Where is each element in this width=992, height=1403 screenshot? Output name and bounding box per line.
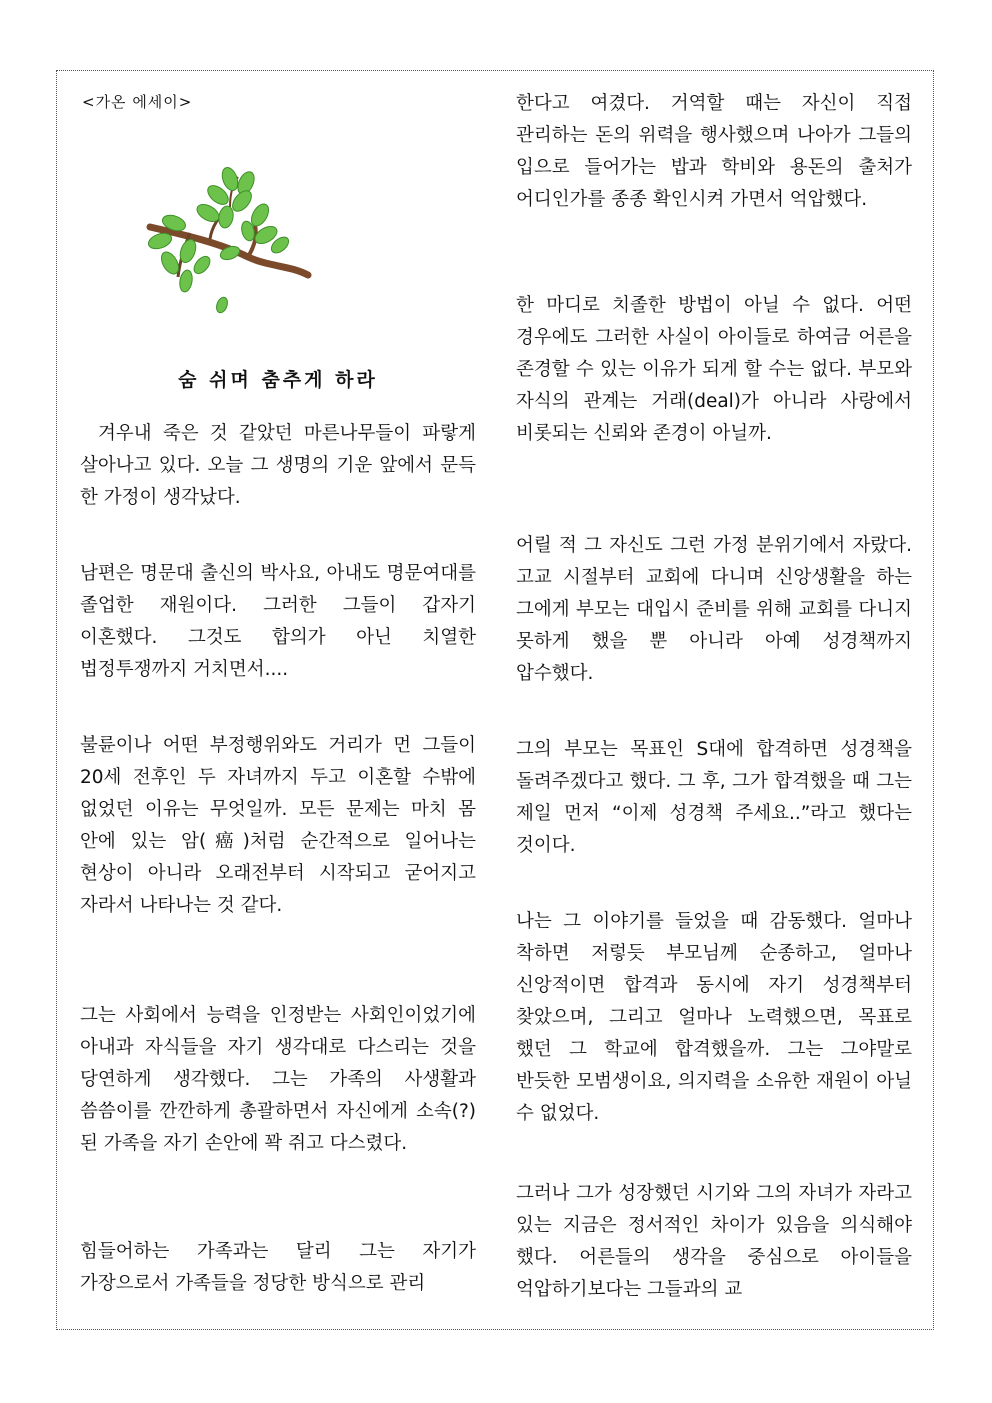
paragraph: 어릴 적 그 자신도 그런 가정 분위기에서 자랐다. 고교 시절부터 교회에 다니며 신앙생활을 하는 그에게 부모는 대입시 준비를 위해 교회를 다니지 못하게 했을 뿐 아니라 아예 성경책까지 압수했다. (516, 535, 912, 684)
paragraph: 한다고 여겼다. 거역할 때는 자신이 직접 관리하는 돈의 위력을 행사했으며 나아가 그들의 입으로 들어가는 밥과 학비와 용돈의 출처가 어디인가를 종종 확인시켜 가면서 억압했다. (516, 93, 912, 210)
paragraph: 한 마디로 치졸한 방법이 아닐 수 없다. 어떤 경우에도 그러한 사실이 아이들로 하여금 어른을 존경할 수 있는 이유가 되게 할 수는 없다. 부모와 자식의 관계는 거래(deal)가 아니라 사랑에서 비롯되는 신뢰와 존경이 아닐까. (516, 295, 912, 444)
branch-icon (130, 165, 316, 315)
paragraph: 그는 사회에서 능력을 인정받는 사회인이었기에 아내과 자식들을 자기 생각대로 다스리는 것을 당연하게 생각했다. 그는 가족의 사생활과 씀씀이를 깐깐하게 총괄하면서 자신에게 소속(?)된 가족을 자기 손안에 꽉 쥐고 다스렸다. (80, 1005, 476, 1154)
paragraph: 남편은 명문대 출신의 박사요, 아내도 명문여대를 졸업한 재원이다. 그러한 그들이 갑자기 이혼했다. 그것도 합의가 아닌 치열한 법정투쟁까지 거치면서.... (80, 563, 476, 680)
leafy-branch-illustration (130, 165, 316, 315)
paragraph: 그의 부모는 목표인 S대에 합격하면 성경책을 돌려주겠다고 했다. 그 후, 그가 합격했을 때 그는 제일 먼저 “이제 성경책 주세요..”라고 했다는 것이다. (516, 739, 912, 856)
paragraph: 그러나 그가 성장했던 시기와 그의 자녀가 자라고 있는 지금은 정서적인 차이가 있음을 의식해야 했다. 어른들의 생각을 중심으로 아이들을 억압하기보다는 그들과의 교 (516, 1183, 912, 1300)
paragraph: 힘들어하는 가족과는 달리 그는 자기가 가장으로서 가족들을 정당한 방식으로 관리 (80, 1241, 476, 1294)
paragraph: 불륜이나 어떤 부정행위와도 거리가 먼 그들이 20세 전후인 두 자녀까지 두고 이혼할 수밖에 없었던 이유는 무엇일까. 모든 문제는 마치 몸 안에 있는 암(癌)처럼 순간적으로 일어나는 현상이 아니라 오래전부터 시작되고 굳어지고 자라서 나타나는 것 같다. (80, 735, 476, 916)
paragraph: 겨우내 죽은 것 같았던 마른나무들이 파랗게 살아나고 있다. 오늘 그 생명의 기운 앞에서 문득 한 가정이 생각났다. (80, 423, 476, 508)
paragraph: 나는 그 이야기를 들었을 때 감동했다. 얼마나 착하면 저렇듯 부모님께 순종하고, 얼마나 신앙적이면 합격과 동시에 자기 성경책부터 찾았으며, 그리고 얼마나 노력했으면, 목표로 했던 그 학교에 합격했을까. 그는 그야말로 반듯한 모범생이요, 의지력을 소유한 재원이 아닐 수 없었다. (516, 911, 912, 1124)
essay-title: 숨 쉬며 춤추게 하라 (178, 369, 378, 391)
essay-series-label: <가온 에세이> (82, 93, 193, 111)
